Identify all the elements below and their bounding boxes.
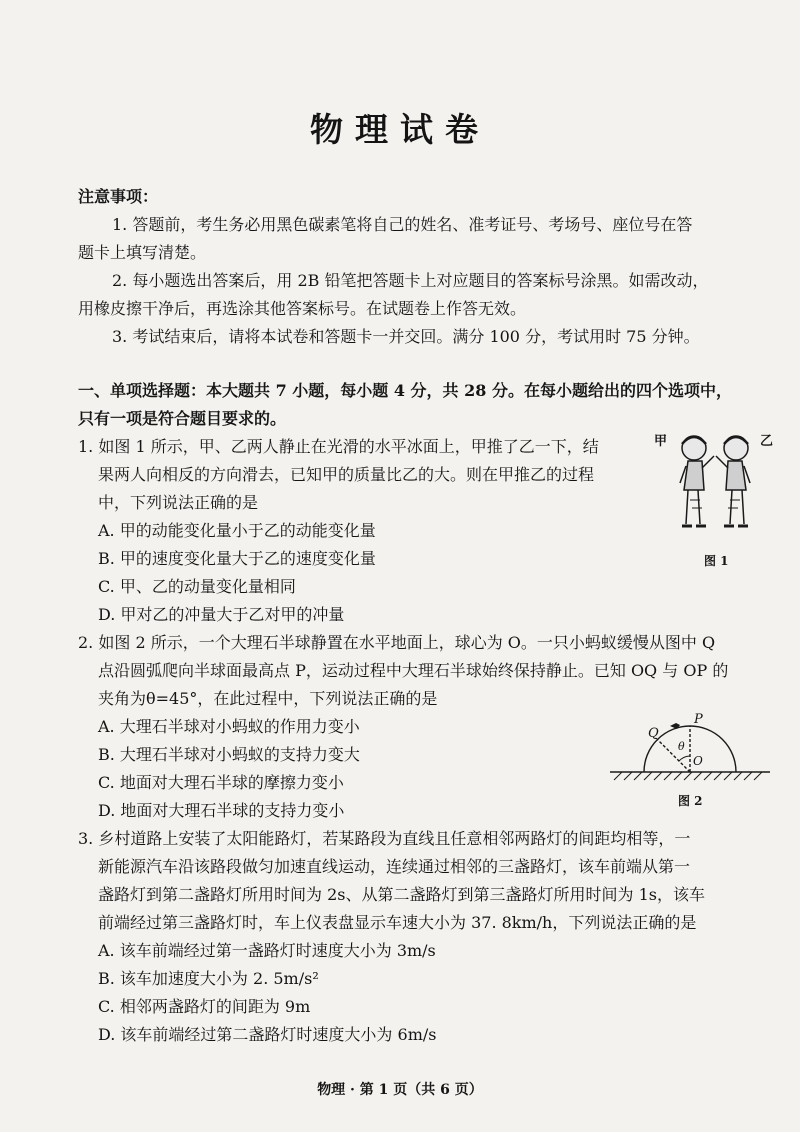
option-d: D. 地面对大理石半球的支持力变小	[98, 801, 345, 820]
section-heading-cont: 只有一项是符合题目要求的。	[78, 409, 287, 428]
figure-caption: 图 2	[678, 794, 703, 808]
figure-2	[610, 706, 770, 810]
question-text: 1. 如图 1 所示，甲、乙两人静止在光滑的水平冰面上，甲推了乙一下，结	[78, 437, 599, 456]
option-c: C. 相邻两盏路灯的间距为 9m	[98, 997, 311, 1016]
question-text: 中，下列说法正确的是	[98, 493, 259, 512]
question-text: 新能源汽车沿该路段做匀加速直线运动，连续通过相邻的三盏路灯，该车前端从第一	[98, 857, 691, 876]
page-title: 物理试卷	[310, 110, 490, 149]
label-o: O	[693, 754, 703, 768]
question-text: 果两人向相反的方向滑去，已知甲的质量比乙的大。则在甲推乙的过程	[98, 465, 595, 484]
option-c: C. 地面对大理石半球的摩擦力变小	[98, 773, 344, 792]
figure-label-jia: 甲	[654, 434, 668, 449]
option-d: D. 甲对乙的冲量大于乙对甲的冲量	[98, 605, 345, 624]
option-a: A. 甲的动能变化量小于乙的动能变化量	[98, 521, 376, 540]
page-footer: 物理 · 第 1 页（共 6 页）	[317, 1082, 483, 1098]
label-theta: θ	[678, 740, 685, 753]
question-text: 盏路灯到第二盏路灯所用时间为 2s、从第二盏路灯到第三盏路灯所用时间为 1s，该车	[98, 885, 705, 904]
notes-heading: 注意事项：	[78, 187, 159, 206]
question-text: 2. 如图 2 所示，一个大理石半球静置在水平地面上，球心为 O。一只小蚂蚁缓慢从图中 Q	[78, 633, 716, 652]
section-heading: 一、单项选择题：本大题共 7 小题，每小题 4 分，共 28 分。在每小题给出的四个选项中，	[78, 381, 732, 400]
notes-line: 2. 每小题选出答案后，用 2B 铅笔把答题卡上对应题目的答案标号涂黑。如需改动，	[112, 271, 709, 290]
notes-line: 3. 考试结束后，请将本试卷和答题卡一并交回。满分 100 分，考试用时 75 分钟。	[112, 327, 700, 346]
figure-label-yi: 乙	[760, 434, 774, 449]
label-p: P	[694, 712, 703, 727]
option-b: B. 甲的速度变化量大于乙的速度变化量	[98, 549, 376, 568]
label-q: Q	[648, 726, 659, 741]
option-d: D. 该车前端经过第二盏路灯时速度大小为 6m/s	[98, 1025, 437, 1044]
option-a: A. 大理石半球对小蚂蚁的作用力变小	[98, 717, 360, 736]
hemisphere-diagram	[610, 706, 770, 786]
option-b: B. 该车加速度大小为 2. 5m/s²	[98, 969, 319, 988]
notes-line: 1. 答题前，考生务必用黑色碳素笔将自己的姓名、准考证号、考场号、座位号在答	[112, 215, 693, 234]
question-text: 点沿圆弧爬向半球面最高点 P，运动过程中大理石半球始终保持静止。已知 OQ 与 OP 的	[98, 661, 729, 680]
question-text: 3. 乡村道路上安装了太阳能路灯，若某路段为直线且任意相邻两路灯的间距均相等，一	[78, 829, 691, 848]
question-text: 夹角为θ=45°，在此过程中，下列说法正确的是	[98, 689, 438, 708]
option-c: C. 甲、乙的动量变化量相同	[98, 577, 296, 596]
notes-line: 题卡上填写清楚。	[78, 243, 207, 262]
figure-caption: 图 1	[704, 554, 729, 568]
notes-line: 用橡皮擦干净后，再选涂其他答案标号。在试题卷上作答无效。	[78, 299, 527, 318]
figure-1	[654, 428, 774, 578]
question-text: 前端经过第三盏路灯时，车上仪表盘显示车速大小为 37. 8km/h，下列说法正确的是	[98, 913, 697, 932]
option-b: B. 大理石半球对小蚂蚁的支持力变大	[98, 745, 360, 764]
option-a: A. 该车前端经过第一盏路灯时速度大小为 3m/s	[98, 941, 436, 960]
